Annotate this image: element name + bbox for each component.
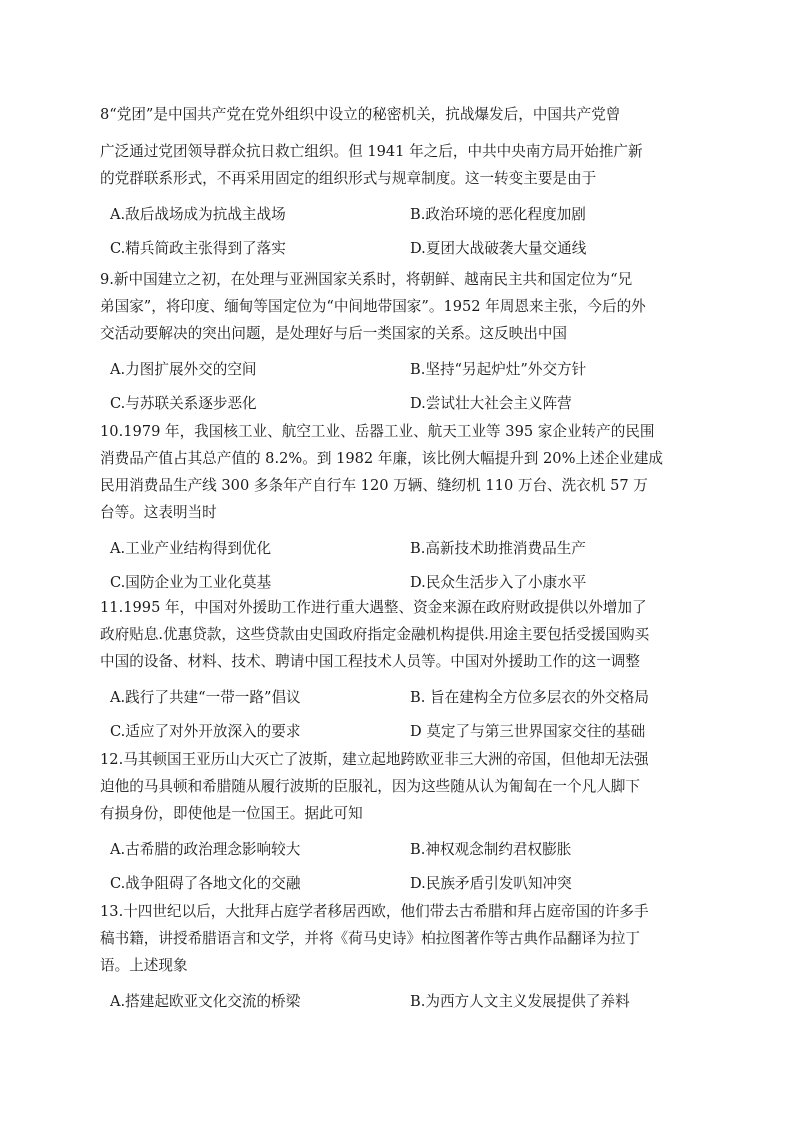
option-a: A.敌后战场成为抗战主战场 <box>110 206 286 223</box>
question-8 <box>100 98 700 266</box>
option-d: D 莫定了与第三世界国家交往的基础 <box>410 723 646 740</box>
options <box>100 532 700 600</box>
question-stem-line: 10.1979 年，我国核工业、航空工业、岳器工业、航天工业等 395 家企业转产的民围 <box>100 423 655 440</box>
option-c: C.精兵简政主张得到了落实 <box>110 240 286 257</box>
options <box>100 353 700 421</box>
question-11 <box>100 594 700 749</box>
options <box>100 198 700 266</box>
question-stem-line: 的党群联系形式，不再采用固定的组织形式与规章制度。这一转变主要是由于 <box>100 170 597 187</box>
option-a: A.工业产业结构得到优化 <box>110 540 272 557</box>
option-c: C.国防企业为工业化莫基 <box>110 574 272 591</box>
option-b: B.为西方人文主义发展提供了养料 <box>410 993 630 1010</box>
question-stem-line: 11.1995 年，中国对外援助工作进行重大遇整、资金来源在政府财政提供以外增加了 <box>100 599 647 616</box>
option-a: A.践行了共建“一带一路”倡议 <box>110 689 301 706</box>
option-b: B.坚持“另起炉灶”外交方针 <box>410 361 587 378</box>
options <box>100 681 700 749</box>
option-b: B.政治环境的恶化程度加剧 <box>410 206 586 223</box>
question-stem-line: 消费品产值占其总产值的 8.2%。到 1982 年廉，该比例大幅提升到 20%上述企业建成 <box>100 450 664 467</box>
option-c: C.战争阻碍了各地文化的交融 <box>110 875 301 892</box>
question-stem-line: 中国的设备、材料、技术、聘请中国工程技术人员等。中国对外援助工作的这一调整 <box>100 653 640 670</box>
option-a: A.古希腊的政治理念影响较大 <box>110 841 301 858</box>
options <box>100 985 700 1019</box>
option-d: D.夏团大战破袭大量交通线 <box>410 240 587 257</box>
question-9 <box>100 266 700 421</box>
question-stem-line: 民用消费品生产线 300 多条年产自行车 120 万辆、缝纫机 110 万台、洗衣机 57 万 <box>100 477 648 494</box>
option-d: D.尝试壮大社会主义阵营 <box>410 395 572 412</box>
question-12 <box>100 746 700 901</box>
question-stem-line: 弟国家”，将印度、缅甸等国定位为“中间地带国家”。1952 年周恩来主张，今后的外 <box>100 298 646 315</box>
question-stem-line: 8“党团”是中国共产党在党外组织中设立的秘密机关，抗战爆发后，中国共产党曾 <box>100 106 621 123</box>
question-stem-line: 政府贴息.优惠贷款，这些贷款由史国政府指定金融机构提供.用途主要包括受援国购买 <box>100 626 650 643</box>
question-stem-line: 迫他的马具顿和希腊随从履行波斯的臣服礼，因为这些随从认为匍匐在一个凡人脚下 <box>100 778 640 795</box>
option-b: B.神权观念制约君权膨胀 <box>410 841 572 858</box>
question-stem-line: 语。上述现象 <box>100 957 188 974</box>
question-stem-line: 9.新中国建立之初，在处理与亚洲国家关系时，将朝鲜、越南民主共和国定位为“兄 <box>100 271 633 288</box>
question-stem-line: 有损身份，即使他是一位国王。据此可知 <box>100 805 363 822</box>
question-10 <box>100 418 700 600</box>
option-a: A.搭建起欧亚文化交流的桥梁 <box>110 993 301 1010</box>
question-stem-line: 广泛通过党团领导群众抗日救亡组织。但 1941 年之后，中共中央南方局开始推广新 <box>100 143 643 160</box>
option-d: D.民众生活步入了小康水平 <box>410 574 587 591</box>
option-c: C.与苏联关系逐步恶化 <box>110 395 257 412</box>
option-d: D.民族矛盾引发叭知冲突 <box>410 875 572 892</box>
question-stem-line: 稿书籍，讲授希腊语言和文学，并将《荷马史诗》柏拉图著作等古典作品翻译为拉丁 <box>100 930 640 947</box>
question-stem-line: 台等。这表明当时 <box>100 504 217 521</box>
question-stem-line: 交活动要解决的突出问题，是处理好与后一类国家的关系。这反映出中国 <box>100 325 568 342</box>
option-a: A.力图扩展外交的空间 <box>110 361 257 378</box>
question-13 <box>100 898 700 1019</box>
option-b: B.高新技术助推消费品生产 <box>410 540 586 557</box>
option-c: C.适应了对外开放深入的要求 <box>110 723 301 740</box>
question-stem-line: 12.马其顿国王亚历山大灭亡了波斯，建立起地跨欧亚非三大洲的帝国，但他却无法强 <box>100 751 649 768</box>
option-b: B. 旨在建构全方位多层衣的外交格局 <box>410 689 649 706</box>
question-stem-line: 13.十四世纪以后，大批拜占庭学者移居西欧，他们带去古希腊和拜占庭帝国的许多手 <box>100 903 649 920</box>
options <box>100 833 700 901</box>
